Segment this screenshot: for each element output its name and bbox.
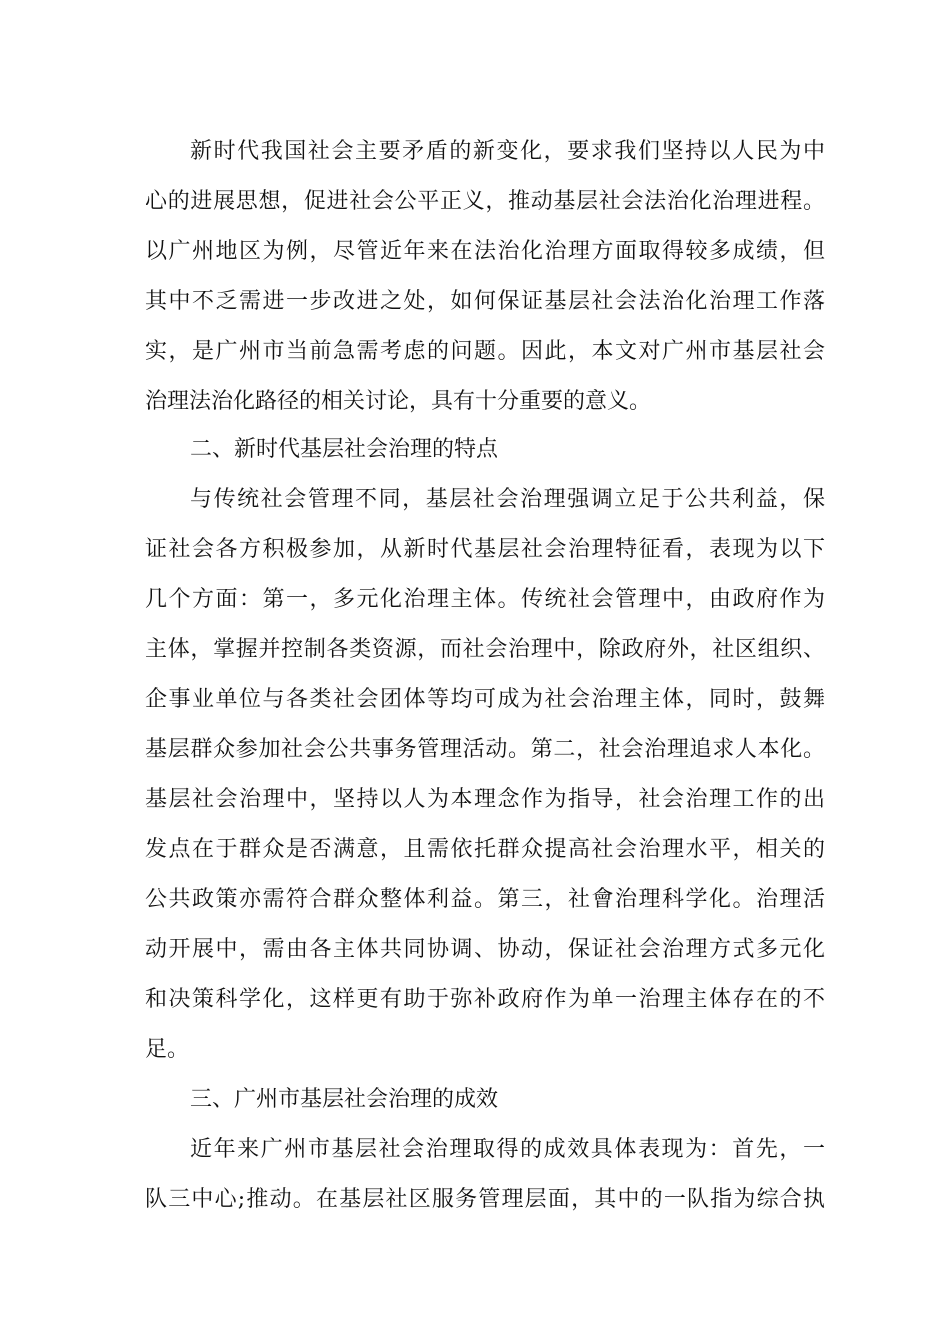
paragraph-2-line-1: 与传统社会管理不同，基层社会治理强调立足于公共利益，保 — [190, 487, 825, 512]
paragraph-2-line-5: 企事业单位与各类社会团体等均可成为社会治理主体，同时，鼓舞 — [145, 687, 825, 712]
paragraph-2-line-9: 公共政策亦需符合群众整体利益。第三，社會治理科学化。治理活 — [145, 887, 825, 912]
paragraph-2-line-2: 证社会各方积极参加，从新时代基层社会治理特征看，表现为以下 — [145, 537, 825, 562]
section-heading-2: 二、新时代基层社会治理的特点 — [190, 437, 499, 462]
paragraph-3-line-2: 队三中心;推动。在基层社区服务管理层面，其中的一队指为综合执 — [145, 1187, 825, 1212]
paragraph-1-line-5: 实，是广州市当前急需考虑的问题。因此，本文对广州市基层社会 — [145, 339, 825, 364]
paragraph-1-line-2: 心的进展思想，促进社会公平正义，推动基层社会法治化治理进程。 — [145, 189, 825, 214]
paragraph-1-line-6: 治理法治化路径的相关讨论，具有十分重要的意义。 — [145, 389, 652, 414]
paragraph-3-line-1: 近年来广州市基层社会治理取得的成效具体表现为：首先，一 — [190, 1137, 825, 1162]
paragraph-2-line-12: 足。 — [145, 1037, 190, 1062]
paragraph-2-line-3: 几个方面：第一，多元化治理主体。传统社会管理中，由政府作为 — [145, 587, 825, 612]
paragraph-1-line-1: 新时代我国社会主要矛盾的新变化，要求我们坚持以人民为中 — [190, 139, 825, 164]
paragraph-1-line-4: 其中不乏需进一步改进之处，如何保证基层社会法治化治理工作落 — [145, 289, 825, 314]
paragraph-2-line-8: 发点在于群众是否满意，且需依托群众提高社会治理水平，相关的 — [145, 837, 825, 862]
section-heading-3: 三、广州市基层社会治理的成效 — [190, 1087, 499, 1112]
paragraph-2-line-6: 基层群众参加社会公共事务管理活动。第二，社会治理追求人本化。 — [145, 737, 825, 762]
paragraph-2-line-4: 主体，掌握并控制各类资源，而社会治理中，除政府外，社区组织、 — [145, 637, 825, 662]
paragraph-1-line-3: 以广州地区为例，尽管近年来在法治化治理方面取得较多成绩，但 — [145, 239, 825, 264]
paragraph-2-line-7: 基层社会治理中，坚持以人为本理念作为指导，社会治理工作的出 — [145, 787, 825, 812]
paragraph-2-line-10: 动开展中，需由各主体共同协调、协动，保证社会治理方式多元化 — [145, 937, 825, 962]
paragraph-2-line-11: 和决策科学化，这样更有助于弥补政府作为单一治理主体存在的不 — [145, 987, 825, 1012]
